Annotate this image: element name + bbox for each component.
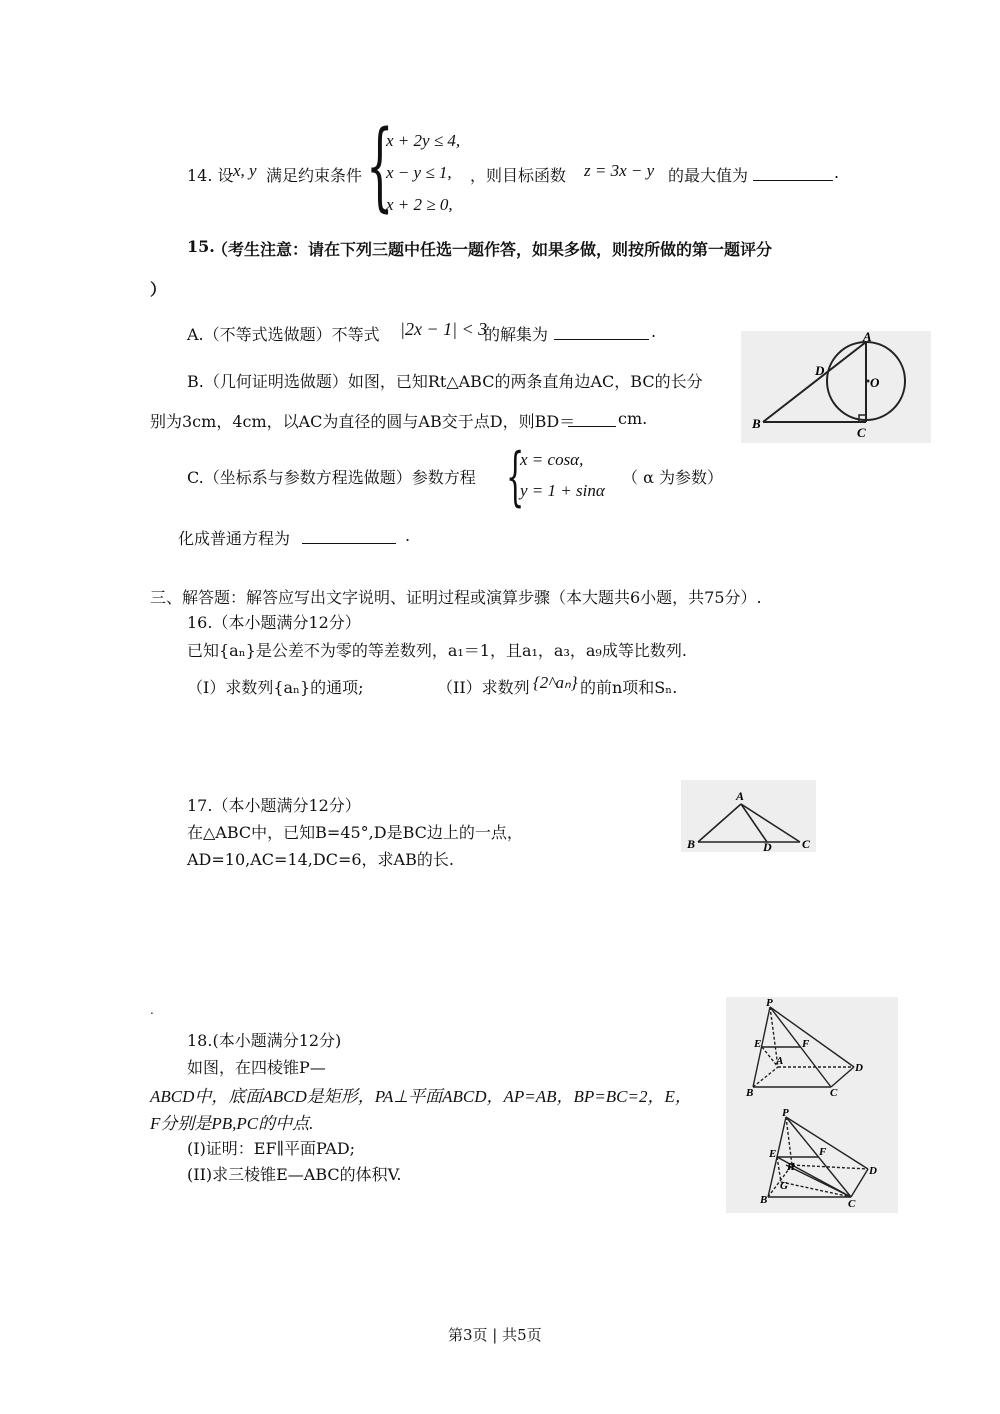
fig-p1-label-b: B — [746, 1087, 754, 1099]
q15a-end: . — [651, 322, 657, 341]
fig-tri-label-d: D — [763, 840, 772, 852]
q18-title: 18.(本小题满分12分) — [187, 1031, 342, 1050]
q14-text1: 满足约束条件 — [266, 166, 363, 185]
q17-line1: 在△ABC中，已知B=45°,D是BC边上的一点， — [187, 823, 523, 842]
pyramid-svg — [726, 997, 898, 1213]
q16-title: 16.（本小题满分12分） — [187, 613, 361, 632]
q15b-unit: cm. — [618, 409, 648, 428]
q15c-end: . — [405, 526, 411, 545]
q16-part2-expr: {2^aₙ} — [533, 673, 578, 692]
triangle-svg — [681, 780, 816, 852]
fig-p2-label-g: G — [780, 1180, 788, 1192]
q15b-answer-blank[interactable] — [568, 412, 616, 427]
fig-p1-label-c: C — [830, 1087, 838, 1099]
q14-constraint-1: x + 2y ≤ 4, — [386, 131, 461, 150]
q14-text3: 的最大值为 — [668, 166, 749, 185]
fig-p1-label-e: E — [754, 1038, 762, 1050]
q16-part2-b: 的前n项和Sₙ. — [580, 678, 678, 697]
q14-constraint-3: x + 2 ≥ 0, — [386, 195, 453, 214]
q15c-suffix: （ α 为参数） — [622, 468, 723, 487]
fig-p2-label-h: H — [787, 1162, 795, 1173]
fig-p2-label-e: E — [769, 1148, 777, 1160]
fig-p1-label-d: D — [855, 1062, 863, 1074]
q15a-prefix: A.（不等式选做题）不等式 — [187, 325, 380, 344]
q15c-brace: { — [506, 440, 525, 514]
q15b-line1: B.（几何证明选做题）如图，已知Rt△ABC的两条直角边AC，BC的长分 — [187, 372, 703, 391]
q14-objective: z = 3x − y — [584, 161, 655, 180]
fig-p2-label-d: D — [869, 1165, 877, 1177]
fig-tri-label-b: B — [687, 837, 696, 851]
q17-title: 17.（本小题满分12分） — [187, 796, 361, 815]
q16-part1: （I）求数列{aₙ}的通项; — [187, 678, 364, 697]
q14-end: . — [834, 163, 840, 182]
q15b-line2: 别为3cm，4cm，以AC为直径的圆与AB交于点D，则BD＝ — [150, 412, 576, 431]
q15-number: 15. — [187, 237, 215, 256]
q17-line2: AD=10,AC=14,DC=6，求AB的长. — [187, 850, 454, 869]
q15a-answer-blank[interactable] — [554, 325, 649, 340]
q18-line1: 如图，在四棱锥P— — [187, 1058, 326, 1077]
q15-note: （考生注意：请在下列三题中任选一题作答，如果多做，则按所做的第一题评分 — [212, 240, 773, 259]
fig-circle-label-c: C — [857, 425, 866, 440]
pyramid-figures — [726, 997, 898, 1213]
fig-p2-label-f: F — [819, 1146, 827, 1158]
fig-circle-label-d: D — [815, 363, 825, 378]
q15a-expression: |2x − 1| < 3 — [400, 319, 488, 339]
fig-tri-label-c: C — [802, 837, 811, 851]
fig-p1-label-f: F — [802, 1038, 810, 1050]
fig-p2-label-b: B — [760, 1194, 768, 1206]
q15-note-close: ） — [150, 280, 167, 299]
q14-vars: x, y — [233, 161, 257, 180]
fig-circle-label-o: O — [870, 375, 880, 390]
q14-brace: { — [366, 110, 394, 222]
q14-prefix: 14. 设 — [187, 166, 234, 185]
fig-circle-label-b: B — [752, 416, 761, 431]
q18-dot: . — [150, 1003, 154, 1017]
q15c-eq2: y = 1 + sinα — [520, 481, 605, 500]
q14-text2: ，则目标函数 — [470, 166, 567, 185]
q15a-suffix: 的解集为 — [484, 325, 549, 344]
triangle-figure — [681, 780, 816, 852]
section-3-heading: 三、解答题：解答应写出文字说明、证明过程或演算步骤（本大题共6小题，共75分）. — [150, 588, 762, 607]
fig-p2-label-c: C — [848, 1198, 856, 1210]
fig-circle-label-a: A — [863, 331, 872, 344]
q16-line1: 已知{aₙ}是公差不为零的等差数列，a₁＝1，且a₁，a₃，a₉成等比数列. — [187, 641, 687, 660]
q14-answer-blank[interactable] — [753, 166, 833, 181]
q18-line2: ABCD中，底面ABCD是矩形，PA⊥平面ABCD，AP=AB，BP=BC=2，E， — [150, 1087, 692, 1106]
fig-p2-label-p: P — [782, 1107, 789, 1119]
fig-p1-label-p: P — [766, 997, 773, 1009]
q18-line3: F分别是PB,PC的中点. — [150, 1114, 314, 1133]
fig-p1-label-a: A — [776, 1055, 784, 1067]
circle-triangle-svg — [741, 331, 931, 443]
q14-constraint-2: x − y ≤ 1, — [386, 163, 452, 182]
q15c-line2: 化成普通方程为 — [178, 529, 291, 548]
fig-tri-label-a: A — [736, 789, 745, 803]
q18-part2: (II)求三棱锥E—ABC的体积V. — [187, 1165, 402, 1184]
q16-part2-a: （II）求数列 — [437, 678, 530, 697]
q15c-eq1: x = cosα, — [520, 450, 584, 469]
circle-triangle-figure — [741, 331, 931, 443]
q15c-answer-blank[interactable] — [302, 529, 396, 544]
q15c-prefix: C.（坐标系与参数方程选做题）参数方程 — [187, 468, 476, 487]
q18-part1: (I)证明：EF∥平面PAD; — [187, 1139, 356, 1158]
page-footer: 第3页 | 共5页 — [448, 1326, 542, 1344]
